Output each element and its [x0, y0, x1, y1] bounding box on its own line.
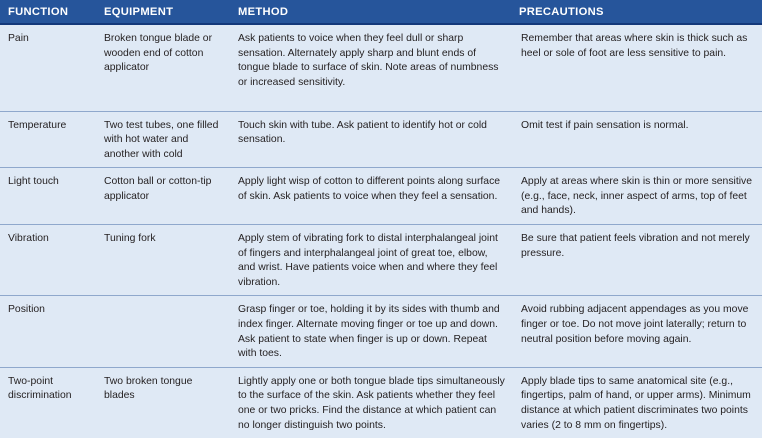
header-precautions: PRECAUTIONS	[511, 0, 762, 24]
cell-function: Temperature	[0, 111, 96, 168]
cell-method: Ask patients to voice when they feel dull or sharp sensation. Alternately apply sharp and blunt ends of tongue blade to surface of skin. Note areas of numbness or increased sensitivity.	[230, 24, 511, 111]
header-function: FUNCTION	[0, 0, 96, 24]
cell-method: Grasp finger or toe, holding it by its sides with thumb and index finger. Alternate moving finger or toe up and down. Ask patient to state when finger is up or down. Repeat with toes.	[230, 296, 511, 367]
table-row	[0, 24, 762, 111]
cell-function: Position	[0, 296, 96, 367]
cell-precautions: Be sure that patient feels vibration and not merely pressure.	[511, 225, 762, 296]
cell-equipment: Cotton ball or cotton-tip applicator	[96, 168, 230, 225]
cell-method: Apply light wisp of cotton to different points along surface of skin. Ask patients to voice when they feel a sensation.	[230, 168, 511, 225]
cell-method: Lightly apply one or both tongue blade tips simultaneously to the surface of the skin. Ask patients whether they feel one or two pricks. Find the distance at which patient can no longer distinguish two points.	[238, 375, 505, 431]
cell-equipment: Tuning fork	[96, 225, 230, 296]
table-row	[0, 296, 762, 367]
header-method: METHOD	[230, 0, 511, 24]
cell-precautions: Apply blade tips to same anatomical site (e.g., fingertips, palm of hand, or upper arms). Minimum distance at which patient discriminates two points varies (2 to 8 mm on fingertips).	[521, 375, 751, 431]
cell-function: Two-point discrimination	[8, 375, 72, 402]
cell-function: Pain	[0, 24, 96, 111]
cell-function: Light touch	[0, 168, 96, 225]
cell-equipment: Two broken tongue blades	[104, 375, 193, 402]
cell-method: Touch skin with tube. Ask patient to identify hot or cold sensation.	[230, 111, 511, 168]
header-equipment: EQUIPMENT	[96, 0, 230, 24]
table-row	[0, 367, 762, 438]
cell-precautions: Omit test if pain sensation is normal.	[511, 111, 762, 168]
cell-equipment: Two test tubes, one filled with hot water and another with cold	[96, 111, 230, 168]
cell-precautions: Avoid rubbing adjacent appendages as you move finger or toe. Do not move joint laterally; return to neutral position before moving again.	[511, 296, 762, 367]
cell-equipment	[96, 296, 230, 367]
header-row	[0, 0, 762, 24]
cell-precautions: Remember that areas where skin is thick such as heel or sole of foot are less sensitive to pain.	[511, 24, 762, 111]
table-row	[0, 225, 762, 296]
table-row	[0, 111, 762, 168]
table-row	[0, 168, 762, 225]
cell-function: Vibration	[0, 225, 96, 296]
cell-method: Apply stem of vibrating fork to distal interphalangeal joint of fingers and interphalangeal joint of great toe, elbow, and wrist. Have patients voice when and where they feel vibration.	[230, 225, 511, 296]
cell-precautions: Apply at areas where skin is thin or more sensitive (e.g., face, neck, inner aspect of arms, top of feet and hands).	[511, 168, 762, 225]
cell-equipment: Broken tongue blade or wooden end of cotton applicator	[96, 24, 230, 111]
